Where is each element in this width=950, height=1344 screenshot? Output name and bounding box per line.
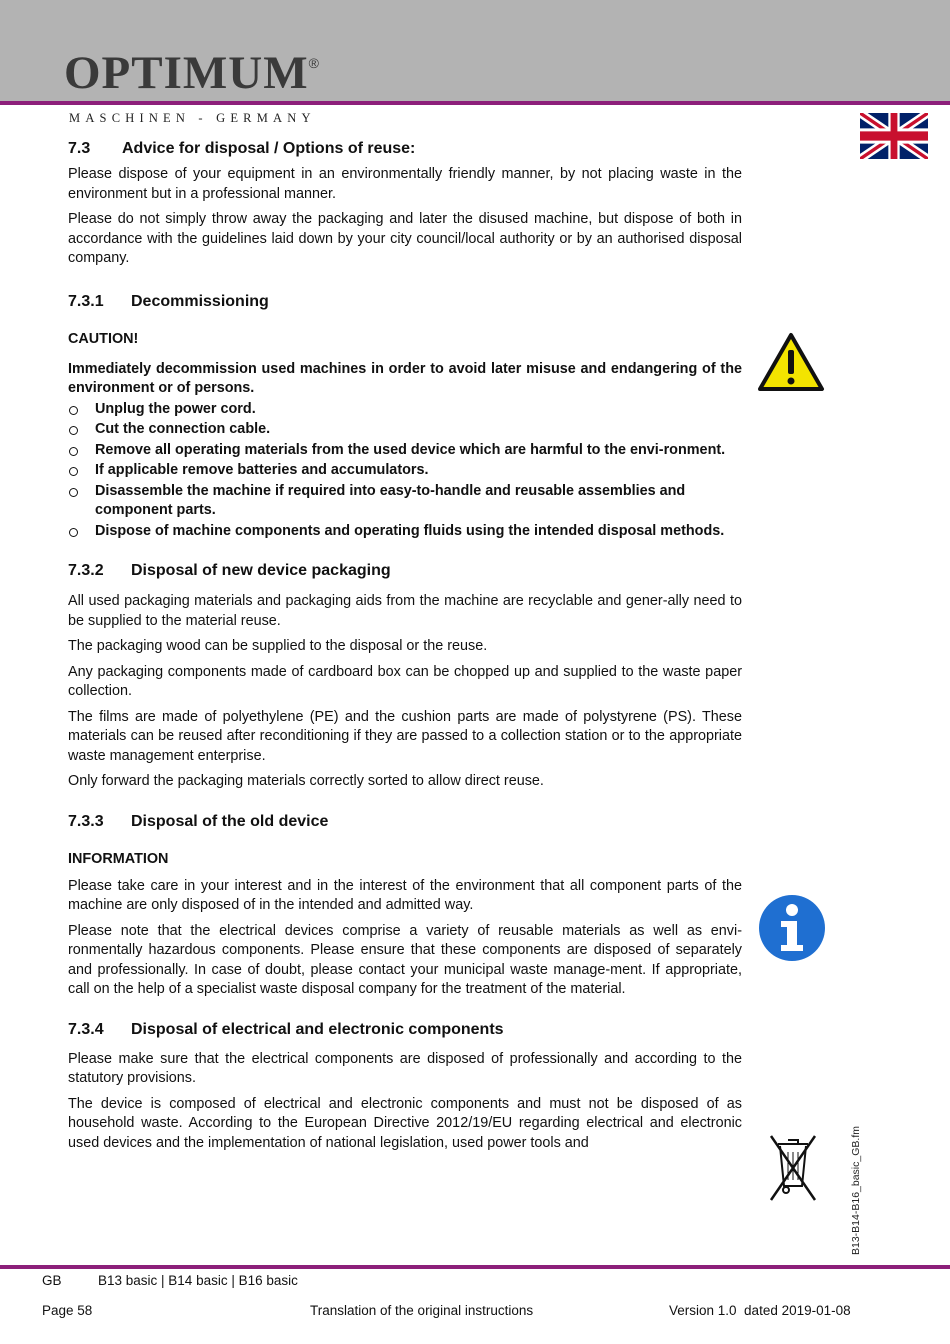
footer-translation-note: Translation of the original instructions	[310, 1303, 534, 1318]
brand-tagline: MASCHINEN - GERMANY	[69, 111, 316, 125]
header-divider	[0, 101, 950, 105]
footer-page-number: Page 58	[42, 1303, 93, 1318]
paragraph: Please take care in your interest and in the interest of the environment that all component parts of the machine are only disposed of in the intended and admitted way.	[68, 877, 742, 913]
footer-version: Version 1.0 dated 2019-01-08	[669, 1303, 851, 1318]
paragraph: The films are made of polyethylene (PE) and the cushion parts are made of polystyrene (PS). These materials can be reused after reconditioning if they are passed to a collection station or to the appropriate waste management enterprise.	[68, 708, 742, 764]
footer-models: B13 basic | B14 basic | B16 basic	[98, 1273, 298, 1288]
list-item: Cut the connection cable.	[68, 420, 742, 440]
list-item: If applicable remove batteries and accumulators.	[68, 461, 742, 481]
file-name-label: B13-B14-B16_basic_GB.fm	[850, 1126, 862, 1255]
document-body	[68, 140, 742, 1159]
paragraph: Only forward the packaging materials correctly sorted to allow direct reuse.	[68, 773, 544, 789]
brand-name: OPTIMUM	[64, 47, 309, 99]
bullet-circle-icon	[69, 528, 78, 537]
list-item: Remove all operating materials from the used device which are harmful to the envi-ronment.	[68, 441, 742, 461]
bullet-circle-icon	[69, 426, 78, 435]
bullet-circle-icon	[69, 406, 78, 415]
subsection-heading-decommissioning: 7.3.1 Decommissioning	[68, 292, 269, 310]
paragraph: Please dispose of your equipment in an environmentally friendly manner, by not placing waste in the environment but in a professional manner.	[68, 166, 742, 202]
information-label: INFORMATION	[68, 850, 169, 867]
paragraph: The packaging wood can be supplied to the disposal or the reuse.	[68, 638, 488, 654]
decommission-steps	[68, 400, 742, 542]
brand-logo	[64, 47, 320, 99]
paragraph: Any packaging components made of cardboard box can be chopped up and supplied to the waste paper collection.	[68, 663, 742, 699]
list-item: Dispose of machine components and operating fluids using the intended disposal methods.	[68, 522, 742, 542]
list-item: Unplug the power cord.	[68, 400, 742, 420]
crossed-bin-icon	[768, 1134, 818, 1202]
caution-intro: Immediately decommission used machines in order to avoid later misuse and endangering of the environment or of persons.	[68, 360, 742, 396]
bullet-circle-icon	[69, 447, 78, 456]
list-item: Disassemble the machine if required into easy-to-handle and reusable assemblies and component parts.	[68, 482, 742, 521]
uk-flag-icon	[860, 113, 928, 159]
footer-language: GB	[42, 1273, 62, 1288]
paragraph: Please make sure that the electrical components are disposed of professionally and according to the statutory provisions.	[68, 1050, 742, 1086]
info-icon	[758, 894, 826, 962]
paragraph: Please do not simply throw away the packaging and later the disused machine, but dispose of both in accordance with the guidelines laid down by your city council/local authority or by an authorised disposal company.	[68, 211, 742, 266]
registered-mark: ®	[308, 55, 320, 71]
section-heading: 7.3 Advice for disposal / Options of reuse:	[68, 140, 416, 157]
footer-divider	[0, 1265, 950, 1269]
paragraph: All used packaging materials and packaging aids from the machine are recyclable and gener-ally need to be supplied to the material reuse.	[68, 593, 742, 629]
paragraph: Please note that the electrical devices comprise a variety of reusable materials as well as envi-ronmentally hazardous components. Please ensure that these components are disposed of separately and professionally. In case of doubt, please contact your municipal waste manage-ment. If appropriate, call on the help of a specialist waste disposal company for the treatment of the material.	[68, 922, 742, 997]
subsection-heading-packaging: 7.3.2 Disposal of new device packaging	[68, 562, 391, 579]
bullet-circle-icon	[69, 467, 78, 476]
subsection-heading-electrical: 7.3.4 Disposal of electrical and electronic components	[68, 1020, 504, 1038]
bullet-circle-icon	[69, 488, 78, 497]
paragraph: The device is composed of electrical and electronic components and must not be disposed of as household waste. According to the European Directive 2012/19/EU regarding electrical and electronic used devices and the implementation of national legislation, used power tools and	[68, 1095, 742, 1151]
caution-label: CAUTION!	[68, 330, 139, 347]
warning-icon	[757, 332, 825, 392]
subsection-heading-old-device: 7.3.3 Disposal of the old device	[68, 812, 329, 830]
